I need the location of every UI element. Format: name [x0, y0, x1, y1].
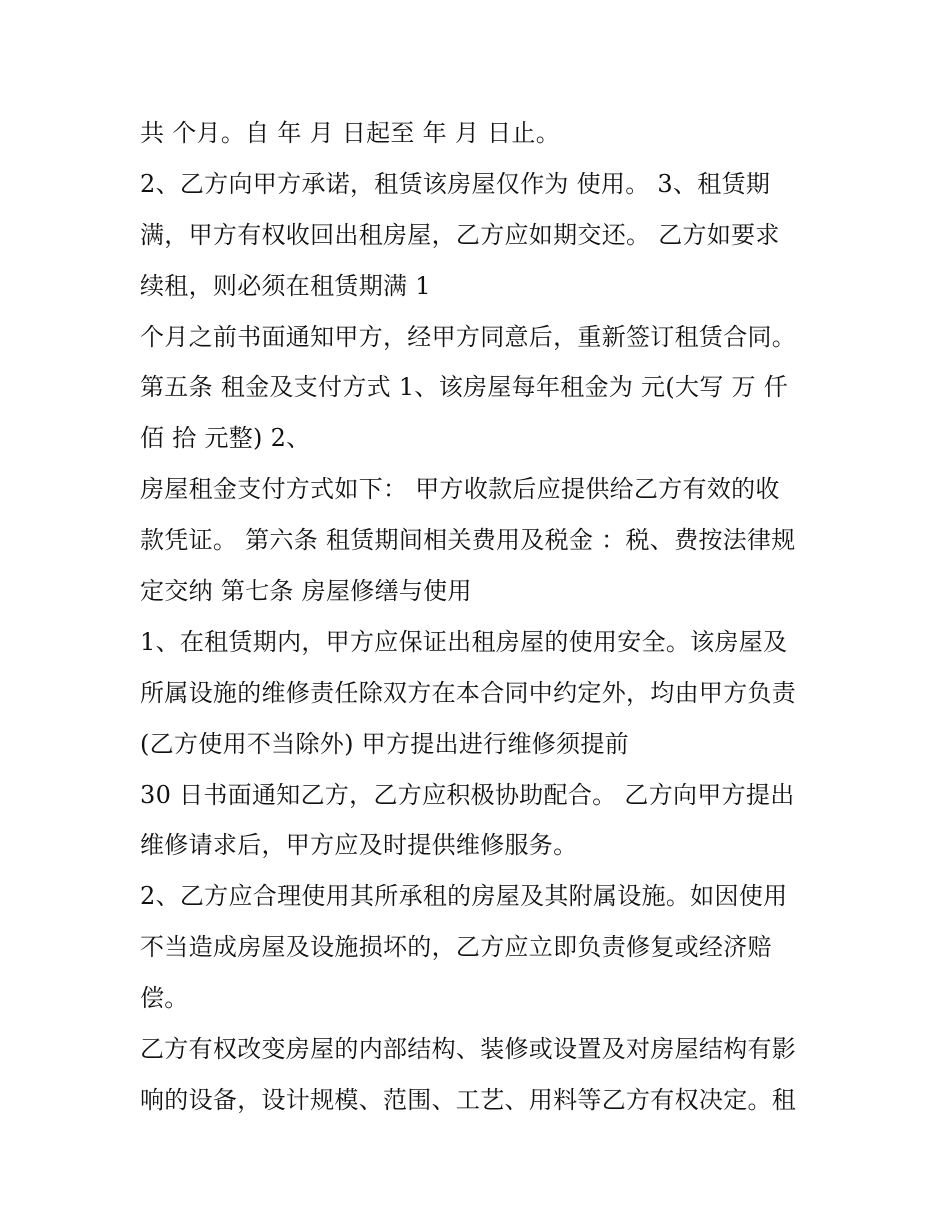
text-line: 款凭证。 第六条 租赁期间相关费用及税金 ：税、费按法律规 [140, 526, 796, 555]
text-line: 满，甲方有权收回出租房屋，乙方应如期交还。 乙方如要求 [140, 220, 780, 249]
text-line: 偿。 [140, 984, 189, 1013]
text-line: 维修请求后，甲方应及时提供维修服务。 [140, 831, 578, 860]
text-line: 2、乙方向甲方承诺，租赁该房屋仅作为 使用。 3、租赁期 [140, 169, 771, 198]
text-line: 房屋租金支付方式如下： 甲方收款后应提供给乙方有效的收 [140, 475, 780, 504]
text-line: 不当造成房屋及设施损坏的，乙方应立即负责修复或经济赔 [140, 933, 772, 962]
text-line: 佰 拾 元整) 2、 [140, 424, 311, 453]
text-line: 响的设备，设计规模、范围、工艺、用料等乙方有权决定。租 [140, 1085, 797, 1114]
text-line: (乙方使用不当除外) 甲方提出进行维修须提前 [140, 729, 629, 758]
text-line: 共 个月。自 年 月 日起至 年 月 日止。 [140, 119, 561, 147]
text-line: 2、乙方应合理使用其所承租的房屋及其附属设施。如因使用 [140, 882, 788, 911]
text-line: 乙方有权改变房屋的内部结构、装修或设置及对房屋结构有影 [140, 1035, 797, 1064]
text-line: 续租，则必须在租赁期满 1 [140, 271, 431, 300]
text-line: 定交纳 第七条 房屋修缮与使用 [140, 577, 472, 606]
text-line: 第五条 租金及支付方式 1、该房屋每年租金为 元(大写 万 仟 [140, 373, 789, 402]
contract-text [140, 108, 830, 1126]
text-line: 个月之前书面通知甲方，经甲方同意后，重新签订租赁合同。 [140, 322, 797, 351]
text-line: 30 日书面通知乙方，乙方应积极协助配合。 乙方向甲方提出 [140, 780, 795, 809]
text-line: 1、在租赁期内，甲方应保证出租房屋的使用安全。该房屋及 [140, 627, 788, 656]
text-line: 所属设施的维修责任除双方在本合同中约定外，均由甲方负责 [140, 678, 797, 707]
